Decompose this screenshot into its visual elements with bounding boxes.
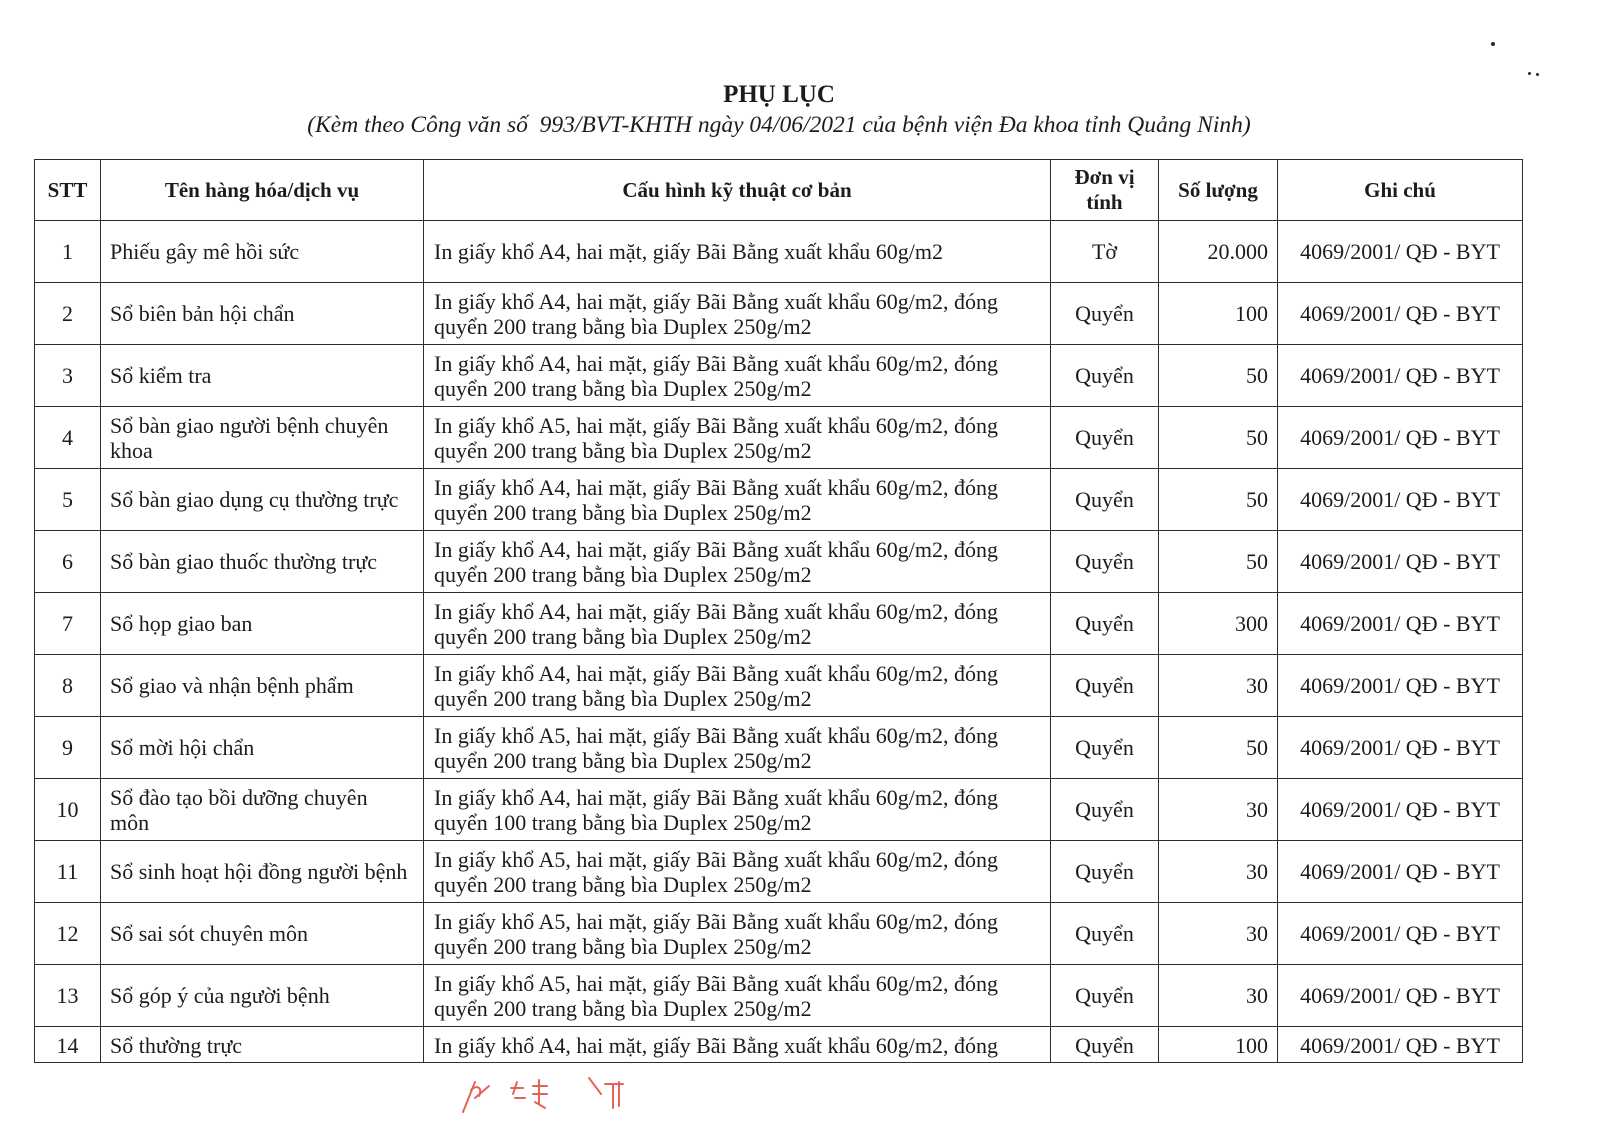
cell-unit: Quyển: [1051, 283, 1159, 345]
spec-text: In giấy khổ A4, hai mặt, giấy Bãi Bằng xuất khẩu 60g/m2: [434, 239, 943, 264]
cell-item-name: Sổ họp giao ban: [101, 593, 424, 655]
cell-note: 4069/2001/ QĐ - BYT: [1278, 283, 1523, 345]
cell-item-name: Sổ kiểm tra: [101, 345, 424, 407]
table-row: [35, 717, 1523, 779]
cell-spec: [424, 283, 1051, 345]
table-row: [35, 1027, 1523, 1063]
cell-stt: 4: [35, 407, 101, 469]
cell-unit: Tờ: [1051, 221, 1159, 283]
cell-stt: 8: [35, 655, 101, 717]
spec-text: In giấy khổ A4, hai mặt, giấy Bãi Bằng xuất khẩu 60g/m2, đóng quyển 100 trang bằng bìa Duplex 250g/m2: [434, 784, 998, 835]
cell-quantity: 100: [1159, 283, 1278, 345]
page-title: PHỤ LỤC: [723, 81, 835, 108]
cell-stt: 10: [35, 779, 101, 841]
spec-text: In giấy khổ A5, hai mặt, giấy Bãi Bằng xuất khẩu 60g/m2, đóng quyển 200 trang bằng bìa Duplex 250g/m2: [434, 908, 998, 959]
cell-note: 4069/2001/ QĐ - BYT: [1278, 407, 1523, 469]
cell-quantity: 30: [1159, 841, 1278, 903]
cell-quantity: 30: [1159, 965, 1278, 1027]
cell-unit: Quyển: [1051, 1027, 1159, 1063]
cell-spec: [424, 903, 1051, 965]
cell-note: 4069/2001/ QĐ - BYT: [1278, 593, 1523, 655]
table-row: [35, 593, 1523, 655]
cell-unit: Quyển: [1051, 903, 1159, 965]
appendix-table: [34, 159, 1523, 1063]
cell-stt: 12: [35, 903, 101, 965]
spec-text: In giấy khổ A5, hai mặt, giấy Bãi Bằng xuất khẩu 60g/m2, đóng quyển 200 trang bằng bìa Duplex 250g/m2: [434, 412, 998, 463]
cell-item-name: Sổ bàn giao thuốc thường trực: [101, 531, 424, 593]
cell-unit: Quyển: [1051, 965, 1159, 1027]
cell-spec: [424, 717, 1051, 779]
header-stt: STT: [35, 160, 101, 221]
cell-note: 4069/2001/ QĐ - BYT: [1278, 469, 1523, 531]
header-unit: [1051, 160, 1159, 221]
cell-note: 4069/2001/ QĐ - BYT: [1278, 841, 1523, 903]
spec-text: In giấy khổ A4, hai mặt, giấy Bãi Bằng xuất khẩu 60g/m2, đóng quyển 200 trang bằng bìa Duplex 250g/m2: [434, 660, 998, 711]
cell-quantity: 50: [1159, 717, 1278, 779]
table-row: [35, 779, 1523, 841]
table-row: [35, 221, 1523, 283]
spec-text: In giấy khổ A5, hai mặt, giấy Bãi Bằng xuất khẩu 60g/m2, đóng quyển 200 trang bằng bìa Duplex 250g/m2: [434, 722, 998, 773]
cell-stt: 7: [35, 593, 101, 655]
cell-spec: [424, 965, 1051, 1027]
cell-spec: [424, 1027, 1051, 1063]
cell-spec: [424, 779, 1051, 841]
table-header-row: [35, 160, 1523, 221]
cell-unit: Quyển: [1051, 593, 1159, 655]
cell-stt: 5: [35, 469, 101, 531]
cell-stt: 13: [35, 965, 101, 1027]
cell-note: 4069/2001/ QĐ - BYT: [1278, 903, 1523, 965]
cell-quantity: 20.000: [1159, 221, 1278, 283]
scan-speck: [1491, 42, 1495, 46]
cell-quantity: 50: [1159, 469, 1278, 531]
cell-note: 4069/2001/ QĐ - BYT: [1278, 1027, 1523, 1063]
cell-unit: Quyển: [1051, 345, 1159, 407]
table-row: [35, 841, 1523, 903]
table-row: [35, 903, 1523, 965]
cell-item-name: Sổ bàn giao người bệnh chuyên khoa: [101, 407, 424, 469]
cell-quantity: 30: [1159, 655, 1278, 717]
spec-text: In giấy khổ A4, hai mặt, giấy Bãi Bằng xuất khẩu 60g/m2, đóng quyển 200 trang bằng bìa Duplex 250g/m2: [434, 474, 998, 525]
cell-item-name: Sổ góp ý của người bệnh: [101, 965, 424, 1027]
cell-quantity: 30: [1159, 779, 1278, 841]
cell-spec: [424, 593, 1051, 655]
cell-stt: 1: [35, 221, 101, 283]
cell-note: 4069/2001/ QĐ - BYT: [1278, 965, 1523, 1027]
cell-spec: [424, 345, 1051, 407]
cell-item-name: Sổ sai sót chuyên môn: [101, 903, 424, 965]
cell-note: 4069/2001/ QĐ - BYT: [1278, 655, 1523, 717]
cell-unit: Quyển: [1051, 717, 1159, 779]
cell-item-name: Sổ đào tạo bồi dưỡng chuyên môn: [101, 779, 424, 841]
header-unit-label: Đơn vị tính: [1074, 165, 1135, 214]
spec-text: In giấy khổ A4, hai mặt, giấy Bãi Bằng xuất khẩu 60g/m2, đóng quyển 200 trang bằng bìa Duplex 250g/m2: [434, 536, 998, 587]
cell-spec: [424, 841, 1051, 903]
cell-quantity: 100: [1159, 1027, 1278, 1063]
cell-quantity: 30: [1159, 903, 1278, 965]
cell-note: 4069/2001/ QĐ - BYT: [1278, 345, 1523, 407]
cell-unit: Quyển: [1051, 531, 1159, 593]
stamp-fragment: [455, 1068, 635, 1118]
cell-spec: [424, 469, 1051, 531]
spec-text: In giấy khổ A4, hai mặt, giấy Bãi Bằng xuất khẩu 60g/m2, đóng: [434, 1033, 998, 1058]
header-note: Ghi chú: [1278, 160, 1523, 221]
table-row: [35, 655, 1523, 717]
cell-spec: [424, 531, 1051, 593]
spec-text: In giấy khổ A4, hai mặt, giấy Bãi Bằng xuất khẩu 60g/m2, đóng quyển 200 trang bằng bìa Duplex 250g/m2: [434, 350, 998, 401]
scan-speck: [1528, 72, 1531, 75]
cell-quantity: 50: [1159, 407, 1278, 469]
cell-unit: Quyển: [1051, 655, 1159, 717]
cell-quantity: 300: [1159, 593, 1278, 655]
cell-item-name: Sổ sinh hoạt hội đồng người bệnh: [101, 841, 424, 903]
cell-spec: [424, 407, 1051, 469]
header-quantity: Số lượng: [1159, 160, 1278, 221]
cell-unit: Quyển: [1051, 407, 1159, 469]
header-spec: Cấu hình kỹ thuật cơ bản: [424, 160, 1051, 221]
table-row: [35, 965, 1523, 1027]
table-row: [35, 469, 1523, 531]
cell-unit: Quyển: [1051, 841, 1159, 903]
header-item-name: Tên hàng hóa/dịch vụ: [101, 160, 424, 221]
cell-item-name: Sổ mời hội chẩn: [101, 717, 424, 779]
cell-note: 4069/2001/ QĐ - BYT: [1278, 779, 1523, 841]
spec-text: In giấy khổ A5, hai mặt, giấy Bãi Bằng xuất khẩu 60g/m2, đóng quyển 200 trang bằng bìa Duplex 250g/m2: [434, 846, 998, 897]
table-row: [35, 531, 1523, 593]
page-subtitle: (Kèm theo Công văn số 993/BVT-KHTH ngày 04/06/2021 của bệnh viện Đa khoa tỉnh Quảng Ninh): [307, 112, 1251, 138]
cell-quantity: 50: [1159, 531, 1278, 593]
cell-stt: 2: [35, 283, 101, 345]
cell-stt: 3: [35, 345, 101, 407]
cell-unit: Quyển: [1051, 779, 1159, 841]
spec-text: In giấy khổ A4, hai mặt, giấy Bãi Bằng xuất khẩu 60g/m2, đóng quyển 200 trang bằng bìa Duplex 250g/m2: [434, 598, 998, 649]
table-row: [35, 345, 1523, 407]
cell-quantity: 50: [1159, 345, 1278, 407]
cell-stt: 6: [35, 531, 101, 593]
cell-stt: 9: [35, 717, 101, 779]
cell-stt: 11: [35, 841, 101, 903]
cell-item-name: Sổ thường trực: [101, 1027, 424, 1063]
table-row: [35, 283, 1523, 345]
cell-spec: [424, 655, 1051, 717]
scan-speck: [1536, 73, 1539, 76]
spec-text: In giấy khổ A4, hai mặt, giấy Bãi Bằng xuất khẩu 60g/m2, đóng quyển 200 trang bằng bìa Duplex 250g/m2: [434, 288, 998, 339]
cell-note: 4069/2001/ QĐ - BYT: [1278, 717, 1523, 779]
spec-text: In giấy khổ A5, hai mặt, giấy Bãi Bằng xuất khẩu 60g/m2, đóng quyển 200 trang bằng bìa Duplex 250g/m2: [434, 970, 998, 1021]
cell-item-name: Sổ bàn giao dụng cụ thường trực: [101, 469, 424, 531]
cell-stt: 14: [35, 1027, 101, 1063]
cell-item-name: Phiếu gây mê hồi sức: [101, 221, 424, 283]
cell-spec: [424, 221, 1051, 283]
cell-unit: Quyển: [1051, 469, 1159, 531]
cell-note: 4069/2001/ QĐ - BYT: [1278, 221, 1523, 283]
table-row: [35, 407, 1523, 469]
cell-item-name: Sổ biên bản hội chẩn: [101, 283, 424, 345]
cell-item-name: Sổ giao và nhận bệnh phẩm: [101, 655, 424, 717]
cell-note: 4069/2001/ QĐ - BYT: [1278, 531, 1523, 593]
